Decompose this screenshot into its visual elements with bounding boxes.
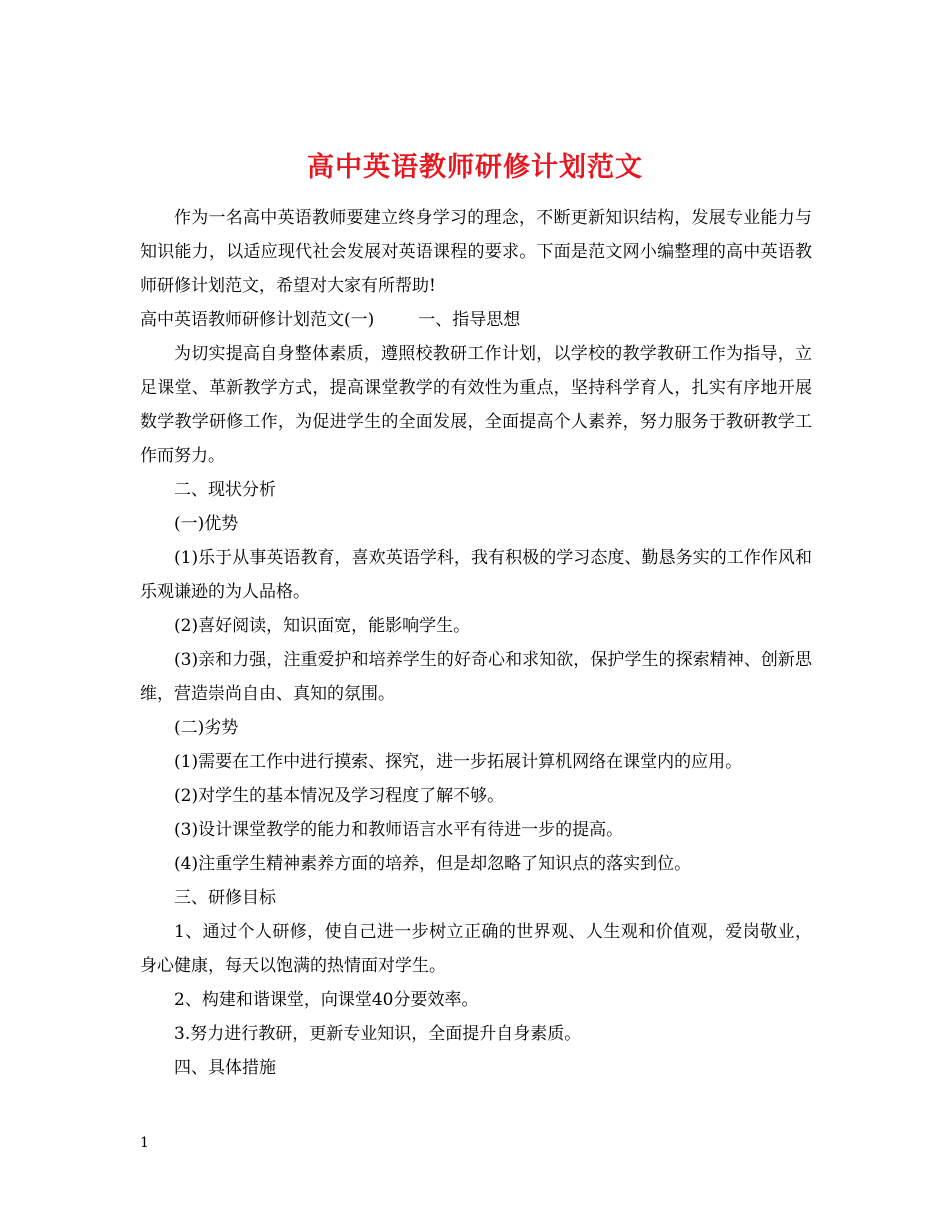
section-heading (140, 303, 812, 337)
list-item: (1)乐于从事英语教育，喜欢英语学科，我有积极的学习态度、勤恳务实的工作作风和乐观谦逊的为人品格。 (140, 548, 812, 602)
page-number: 1 (140, 1135, 149, 1151)
list-item: (4)注重学生精神素养方面的培养，但是却忽略了知识点的落实到位。 (174, 854, 692, 874)
list-item: 2、构建和谐课堂，向课堂40分要效率。 (174, 990, 479, 1010)
document-body (140, 201, 812, 1085)
list-item: (2)对学生的基本情况及学习程度了解不够。 (174, 786, 505, 806)
section-heading-goals: 三、研修目标 (174, 888, 276, 908)
section-heading-subtitle: 一、指导思想 (418, 310, 521, 330)
list-item: 3.努力进行教研，更新专业知识，全面提升自身素质。 (174, 1024, 582, 1044)
subheading-weaknesses: (二)劣势 (174, 718, 239, 738)
page-title: 高中英语教师研修计划范文 (307, 152, 643, 184)
section-heading-status: 二、现状分析 (174, 480, 276, 500)
intro-paragraph: 作为一名高中英语教师要建立终身学习的理念，不断更新知识结构，发展专业能力与知识能力，以适应现代社会发展对英语课程的要求。下面是范文网小编整理的高中英语教师研修计划范文，希望对大家有所帮助! (140, 208, 812, 296)
list-item: (3)设计课堂教学的能力和教师语言水平有待进一步的提高。 (174, 820, 624, 840)
subheading-strengths: (一)优势 (174, 514, 239, 534)
list-item: (3)亲和力强，注重爱护和培养学生的好奇心和求知欲，保护学生的探索精神、创新思维，营造崇尚自由、真知的氛围。 (140, 650, 812, 704)
body-paragraph: 为切实提高自身整体素质，遵照校教研工作计划，以学校的教学教研工作为指导，立足课堂、革新教学方式，提高课堂教学的有效性为重点，坚持科学育人，扎实有序地开展数学教学研修工作，为促进学生的全面发展，全面提高个人素养，努力服务于教研教学工作而努力。 (140, 344, 812, 466)
section-heading-measures: 四、具体措施 (174, 1058, 276, 1078)
list-item: (1)需要在工作中进行摸索、探究，进一步拓展计算机网络在课堂内的应用。 (174, 752, 743, 772)
list-item: 1、通过个人研修，使自己进一步树立正确的世界观、人生观和价值观，爱岗敬业，身心健康，每天以饱满的热情面对学生。 (140, 922, 812, 976)
list-item: (2)喜好阅读，知识面宽，能影响学生。 (174, 616, 471, 636)
section-heading-title: 高中英语教师研修计划范文(一) (140, 310, 375, 330)
